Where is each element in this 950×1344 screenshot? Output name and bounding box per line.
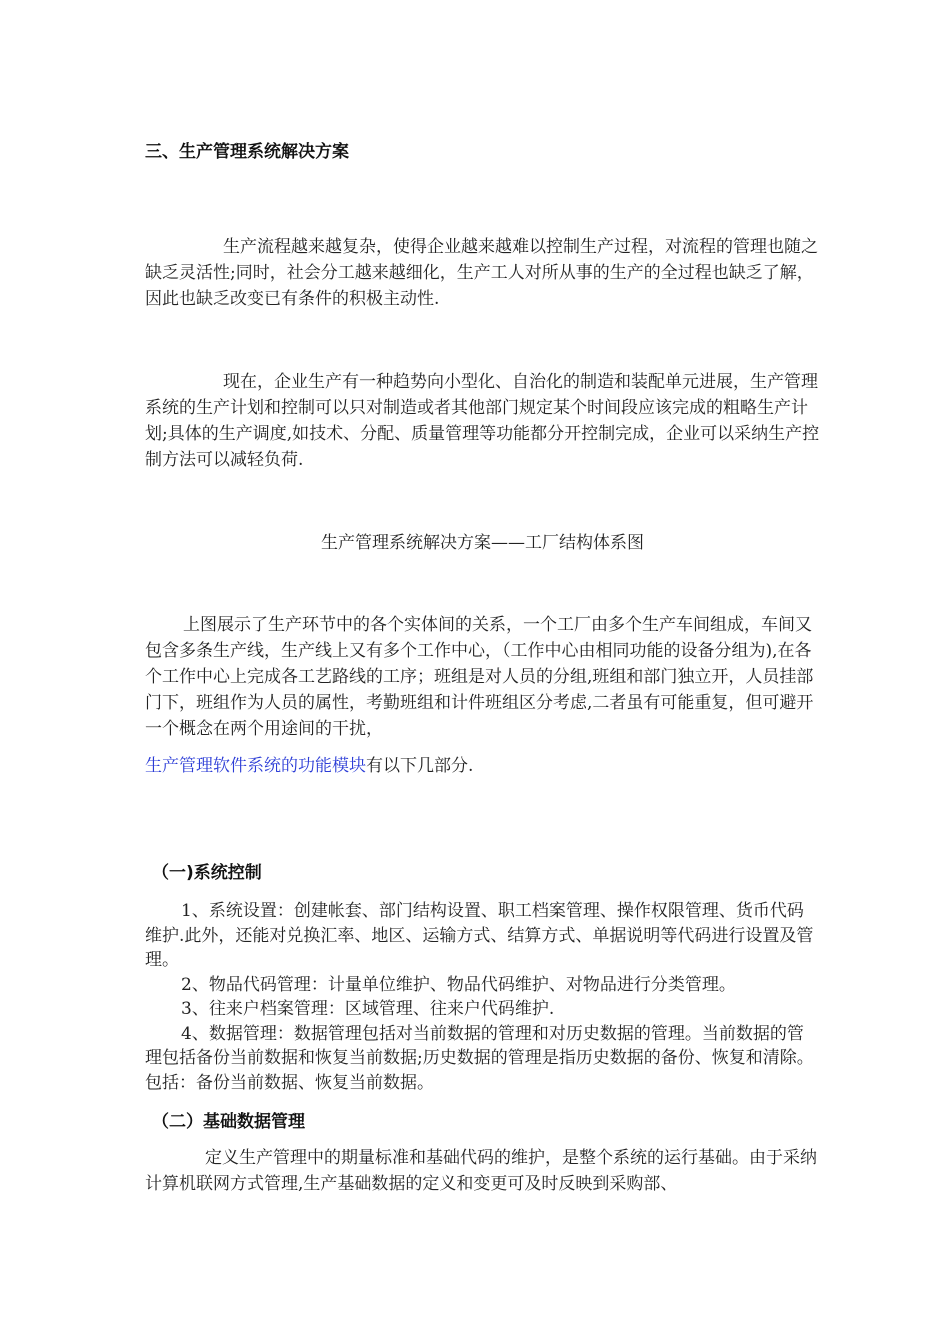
list-item: 3、往来户档案管理：区域管理、往来户代码维护. xyxy=(181,999,555,1019)
paragraph-figure-description: 上图展示了生产环节中的各个实体间的关系，一个工厂由多个生产车间组成，车间又包含多条生产线，生产线上又有多个工作中心，（工作中心由相同功能的设备分组为),在各个工作中心上完成各工艺路线的工序；班组是对人员的分组,班组和部门独立开，人员挂部门下，班组作为人员的属性，考勤班组和计件班组区分考虑,二者虽有可能重复，但可避开一个概念在两个用途间的干扰， xyxy=(145,615,814,739)
system-control-list xyxy=(145,899,820,1095)
figure-caption: 生产管理系统解决方案——工厂结构体系图 xyxy=(321,533,644,553)
section-title: 三、生产管理系统解决方案 xyxy=(145,142,349,162)
paragraph-process-complexity: 生产流程越来越复杂，使得企业越来越难以控制生产过程，对流程的管理也随之缺乏灵活性;同时，社会分工越来越细化，生产工人对所从事的生产的全过程也缺乏了解，因此也缺乏改变已有条件的积极主动性. xyxy=(145,237,818,309)
modules-link[interactable]: 生产管理软件系统的功能模块 xyxy=(145,756,366,776)
paragraph-modules-intro xyxy=(145,753,820,779)
subsection-title-system-control: （一)系统控制 xyxy=(152,863,262,883)
paragraph-basic-data: 定义生产管理中的期量标准和基础代码的维护，是整个系统的运行基础。由于采纳计算机联网方式管理,生产基础数据的定义和变更可及时反映到采购部、 xyxy=(145,1148,817,1194)
modules-intro-rest: 有以下几部分. xyxy=(366,756,474,776)
list-item: 4、数据管理：数据管理包括对当前数据的管理和对历史数据的管理。当前数据的管理包括备份当前数据和恢复当前数据;历史数据的管理是指历史数据的备份、恢复和清除。包括：备份当前数据、恢复当前数据。 xyxy=(145,1023,814,1093)
subsection-title-basic-data: （二）基础数据管理 xyxy=(152,1112,305,1132)
list-item: 2、物品代码管理：计量单位维护、物品代码维护、对物品进行分类管理。 xyxy=(181,974,736,995)
list-item: 1、系统设置：创建帐套、部门结构设置、职工档案管理、操作权限管理、货币代码维护.此外，还能对兑换汇率、地区、运输方式、结算方式、单据说明等代码进行设置及管理。 xyxy=(145,901,814,970)
paragraph-production-trend: 现在，企业生产有一种趋势向小型化、自治化的制造和装配单元进展，生产管理系统的生产计划和控制可以只对制造或者其他部门规定某个时间段应该完成的粗略生产计划;具体的生产调度,如技术、分配、质量管理等功能都分开控制完成，企业可以采纳生产控制方法可以减轻负荷. xyxy=(145,372,820,470)
